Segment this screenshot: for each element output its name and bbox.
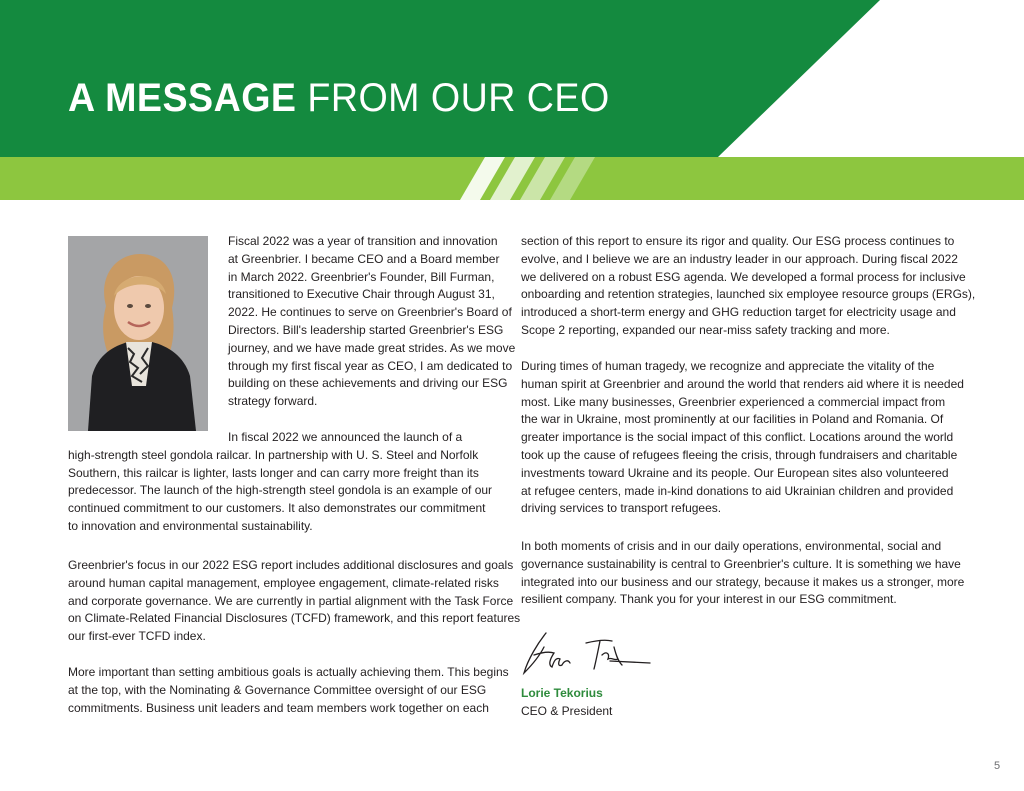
text-line: More important than setting ambitious goals is actually achieving them. This begins (68, 665, 509, 679)
text-line: greater importance is the social impact of this conflict. Locations around the world (521, 430, 954, 445)
text-line: around human capital management, employee engagement, climate-related risks (68, 575, 499, 590)
title-bold: A MESSAGE (68, 76, 297, 120)
text-line: through my first fiscal year as CEO, I am dedicated to (228, 358, 513, 373)
signatory-title: CEO & President (521, 704, 613, 718)
page-title (68, 76, 610, 120)
page-number: 5 (994, 760, 1001, 772)
text-line: and corporate governance. We are currently in partial alignment with the Task Force (68, 593, 514, 608)
text-line: introduced a short-term energy and GHG reduction target for electricity usage and (521, 305, 956, 320)
text-line: governance sustainability is central to Greenbrier's culture. It is something we have (521, 556, 961, 571)
text-line: resilient company. Thank you for your interest in our ESG commitment. (521, 592, 897, 607)
text-line: our first-ever TCFD index. (68, 629, 206, 644)
text-line: Scope 2 reporting, expanded our near-miss safety tracking and more. (521, 322, 890, 337)
text-line: onboarding and retention strategies, launched six employee resource groups (ERGs), (521, 287, 976, 302)
text-line: at Greenbrier. I became CEO and a Board member (228, 251, 500, 266)
text-line: human spirit at Greenbrier and around the world that renders aid where it is needed (521, 376, 964, 391)
text-line: section of this report to ensure its rigor and quality. Our ESG process continues to (521, 234, 955, 248)
text-line: on Climate-Related Financial Disclosures (TCFD) framework, and this report features (68, 611, 521, 626)
text-line: at the top, with the Nominating & Governance Committee oversight of our ESG (68, 682, 487, 697)
right-paragraph-2 (521, 358, 964, 518)
text-line: integrated into our business and our strategy, because it makes us a stronger, more (521, 574, 965, 589)
right-paragraph-1 (521, 233, 975, 340)
text-line: most. Like many businesses, Greenbrier experienced a commercial impact from (521, 394, 946, 409)
text-line: commitments. Business unit leaders and team members work together on each (68, 700, 489, 715)
text-line: to innovation and environmental sustainability. (68, 518, 313, 533)
right-paragraph-3 (521, 538, 964, 609)
signature-icon (518, 625, 658, 680)
text-line: investments toward Ukraine and its people. Our European sites also volunteered (521, 465, 949, 480)
text-line: took up the cause of refugees fleeing the crisis, through fundraisers and charitable (521, 447, 958, 462)
text-line: transitioned to Executive Chair through August 31, (228, 287, 495, 302)
text-line: driving services to transport refugees. (521, 501, 722, 516)
left-paragraph-2 (68, 429, 492, 536)
text-line: the war in Ukraine, most prominently at our facilities in Poland and Romania. Of (521, 412, 944, 427)
text-line: journey, and we have made great strides. As we move (228, 340, 516, 355)
text-line: During times of human tragedy, we recognize and appreciate the vitality of the (521, 359, 935, 373)
text-line: high-strength steel gondola railcar. In partnership with U. S. Steel and Norfolk (68, 447, 479, 462)
left-paragraph-4 (68, 664, 509, 717)
text-line: evolve, and I believe we are an industry leader in our approach. During fiscal 2022 (521, 251, 958, 266)
text-line: Directors. Bill's leadership started Greenbrier's ESG (228, 322, 504, 337)
left-paragraph-3 (68, 557, 520, 646)
text-line: In fiscal 2022 we announced the launch of a (228, 430, 463, 444)
text-line: building on these achievements and driving our ESG (228, 376, 508, 391)
left-paragraph-1 (228, 233, 515, 411)
text-line: 2022. He continues to serve on Greenbrier's Board of (228, 305, 512, 320)
ceo-portrait-icon (68, 236, 208, 431)
text-line: Southern, this railcar is lighter, lasts longer and can carry more freight than its (68, 465, 479, 480)
text-line: Greenbrier's focus in our 2022 ESG report includes additional disclosures and goals (68, 558, 514, 572)
text-line: strategy forward. (228, 394, 318, 409)
text-line: In both moments of crisis and in our daily operations, environmental, social and (521, 539, 942, 553)
text-line: Fiscal 2022 was a year of transition and innovation (228, 234, 498, 248)
text-line: continued commitment to our customers. It also demonstrates our commitment (68, 501, 486, 516)
text-line: we delivered on a robust ESG agenda. We developed a formal process for inclusive (521, 269, 966, 284)
text-line: predecessor. The launch of the high-strength steel gondola is an example of our (68, 483, 493, 498)
text-line: in March 2022. Greenbrier's Founder, Bill Furman, (228, 269, 495, 284)
text-line: at refugee centers, made in-kind donations to aid Ukrainian children and provided (521, 483, 954, 498)
signatory-name: Lorie Tekorius (521, 686, 603, 700)
title-light: FROM OUR CEO (307, 76, 610, 120)
